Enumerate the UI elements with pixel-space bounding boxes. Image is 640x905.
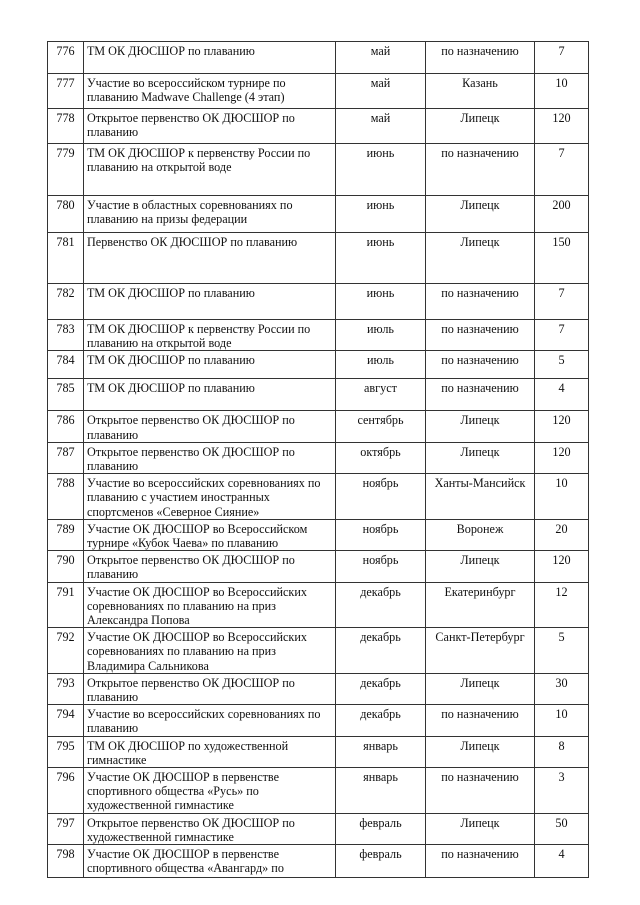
table-row	[48, 705, 589, 736]
event-place: по назначению	[426, 705, 535, 736]
event-place: по назначению	[426, 351, 535, 379]
row-number: 786	[48, 411, 84, 442]
participant-count: 7	[535, 284, 589, 320]
event-name: Открытое первенство ОК ДЮСШОР по плаванию	[84, 411, 336, 442]
event-month: декабрь	[336, 705, 426, 736]
table-row	[48, 736, 589, 767]
participant-count: 12	[535, 582, 589, 628]
participant-count: 8	[535, 736, 589, 767]
event-month: июль	[336, 320, 426, 351]
event-month: ноябрь	[336, 519, 426, 550]
table-row	[48, 233, 589, 284]
event-name: Участие во всероссийском турнире по плаванию Madwave Challenge (4 этап)	[84, 74, 336, 109]
participant-count: 3	[535, 768, 589, 814]
event-place: Липецк	[426, 196, 535, 233]
row-number: 794	[48, 705, 84, 736]
event-place: Екатеринбург	[426, 582, 535, 628]
participant-count: 150	[535, 233, 589, 284]
row-number: 778	[48, 109, 84, 144]
event-month: февраль	[336, 845, 426, 878]
event-month: июнь	[336, 196, 426, 233]
event-place: Липецк	[426, 813, 535, 844]
row-number: 788	[48, 474, 84, 520]
event-name: Участие во всероссийских соревнованиях по плаванию с участием иностранных спортсменов «Северное Сияние»	[84, 474, 336, 520]
participant-count: 120	[535, 411, 589, 442]
participant-count: 10	[535, 705, 589, 736]
participant-count: 120	[535, 551, 589, 582]
table-row	[48, 673, 589, 704]
table-row	[48, 628, 589, 674]
row-number: 783	[48, 320, 84, 351]
table-row	[48, 519, 589, 550]
event-name: Участие ОК ДЮСШОР в первенстве спортивного общества «Русь» по художественной гимнастике	[84, 768, 336, 814]
event-month: июнь	[336, 233, 426, 284]
row-number: 787	[48, 442, 84, 473]
row-number: 779	[48, 144, 84, 196]
participant-count: 120	[535, 109, 589, 144]
event-month: ноябрь	[336, 551, 426, 582]
event-month: июнь	[336, 144, 426, 196]
event-month: ноябрь	[336, 474, 426, 520]
row-number: 776	[48, 42, 84, 74]
event-month: февраль	[336, 813, 426, 844]
table-row	[48, 74, 589, 109]
participant-count: 7	[535, 42, 589, 74]
event-place: Липецк	[426, 233, 535, 284]
table-row	[48, 351, 589, 379]
event-month: декабрь	[336, 582, 426, 628]
table-row	[48, 768, 589, 814]
event-place: по назначению	[426, 284, 535, 320]
participant-count: 10	[535, 474, 589, 520]
row-number: 796	[48, 768, 84, 814]
event-month: июль	[336, 351, 426, 379]
row-number: 781	[48, 233, 84, 284]
row-number: 797	[48, 813, 84, 844]
event-month: май	[336, 74, 426, 109]
table-row	[48, 284, 589, 320]
table-row	[48, 813, 589, 844]
participant-count: 50	[535, 813, 589, 844]
row-number: 793	[48, 673, 84, 704]
row-number: 784	[48, 351, 84, 379]
table-row	[48, 474, 589, 520]
event-place: Ханты-Мансийск	[426, 474, 535, 520]
event-name: Участие в областных соревнованиях по плаванию на призы федерации	[84, 196, 336, 233]
event-month: январь	[336, 768, 426, 814]
event-name: Участие во всероссийских соревнованиях по плаванию	[84, 705, 336, 736]
event-name: Открытое первенство ОК ДЮСШОР по плаванию	[84, 442, 336, 473]
event-place: Липецк	[426, 551, 535, 582]
event-place: Липецк	[426, 109, 535, 144]
table-row	[48, 196, 589, 233]
event-place: Воронеж	[426, 519, 535, 550]
event-month: май	[336, 109, 426, 144]
participant-count: 5	[535, 351, 589, 379]
row-number: 791	[48, 582, 84, 628]
event-place: по назначению	[426, 845, 535, 878]
event-month: август	[336, 379, 426, 411]
row-number: 780	[48, 196, 84, 233]
event-place: по назначению	[426, 144, 535, 196]
participant-count: 200	[535, 196, 589, 233]
event-place: по назначению	[426, 379, 535, 411]
event-name: ТМ ОК ДЮСШОР по плаванию	[84, 351, 336, 379]
participant-count: 10	[535, 74, 589, 109]
row-number: 782	[48, 284, 84, 320]
event-place: Казань	[426, 74, 535, 109]
event-name: ТМ ОК ДЮСШОР по плаванию	[84, 284, 336, 320]
event-month: июнь	[336, 284, 426, 320]
table-row	[48, 551, 589, 582]
participant-count: 4	[535, 379, 589, 411]
event-name: Открытое первенство ОК ДЮСШОР по плаванию	[84, 673, 336, 704]
event-place: Липецк	[426, 442, 535, 473]
event-name: Участие ОК ДЮСШОР во Всероссийских соревнованиях по плаванию на приз Александра Попова	[84, 582, 336, 628]
table-row	[48, 320, 589, 351]
event-month: май	[336, 42, 426, 74]
table-row	[48, 144, 589, 196]
row-number: 777	[48, 74, 84, 109]
event-name: ТМ ОК ДЮСШОР к первенству России по плаванию на открытой воде	[84, 144, 336, 196]
row-number: 790	[48, 551, 84, 582]
event-name: Открытое первенство ОК ДЮСШОР по плаванию	[84, 551, 336, 582]
table-row	[48, 109, 589, 144]
table-row	[48, 42, 589, 74]
event-place: Липецк	[426, 736, 535, 767]
event-name: Участие ОК ДЮСШОР во Всероссийских соревнованиях по плаванию на приз Владимира Сальникова	[84, 628, 336, 674]
row-number: 789	[48, 519, 84, 550]
event-name: Открытое первенство ОК ДЮСШОР по плаванию	[84, 109, 336, 144]
participant-count: 7	[535, 320, 589, 351]
event-name: Участие ОК ДЮСШОР в первенстве спортивного общества «Авангард» по	[84, 845, 336, 878]
event-place: Санкт-Петербург	[426, 628, 535, 674]
event-month: декабрь	[336, 673, 426, 704]
table-row	[48, 379, 589, 411]
table-row	[48, 442, 589, 473]
event-name: Первенство ОК ДЮСШОР по плаванию	[84, 233, 336, 284]
event-name: ТМ ОК ДЮСШОР по художественной гимнастике	[84, 736, 336, 767]
participant-count: 7	[535, 144, 589, 196]
event-month: январь	[336, 736, 426, 767]
participant-count: 20	[535, 519, 589, 550]
event-month: сентябрь	[336, 411, 426, 442]
participant-count: 5	[535, 628, 589, 674]
event-month: октябрь	[336, 442, 426, 473]
participant-count: 4	[535, 845, 589, 878]
table-row	[48, 411, 589, 442]
event-place: по назначению	[426, 320, 535, 351]
event-name: ТМ ОК ДЮСШОР по плаванию	[84, 42, 336, 74]
row-number: 795	[48, 736, 84, 767]
row-number: 792	[48, 628, 84, 674]
event-place: по назначению	[426, 42, 535, 74]
row-number: 798	[48, 845, 84, 878]
event-name: ТМ ОК ДЮСШОР по плаванию	[84, 379, 336, 411]
event-place: Липецк	[426, 411, 535, 442]
row-number: 785	[48, 379, 84, 411]
participant-count: 120	[535, 442, 589, 473]
event-name: Открытое первенство ОК ДЮСШОР по художественной гимнастике	[84, 813, 336, 844]
event-month: декабрь	[336, 628, 426, 674]
table-row	[48, 845, 589, 878]
participant-count: 30	[535, 673, 589, 704]
event-place: по назначению	[426, 768, 535, 814]
table-row	[48, 582, 589, 628]
event-place: Липецк	[426, 673, 535, 704]
event-name: ТМ ОК ДЮСШОР к первенству России по плаванию на открытой воде	[84, 320, 336, 351]
event-name: Участие ОК ДЮСШОР во Всероссийском турнире «Кубок Чаева» по плаванию	[84, 519, 336, 550]
events-table	[47, 41, 589, 878]
